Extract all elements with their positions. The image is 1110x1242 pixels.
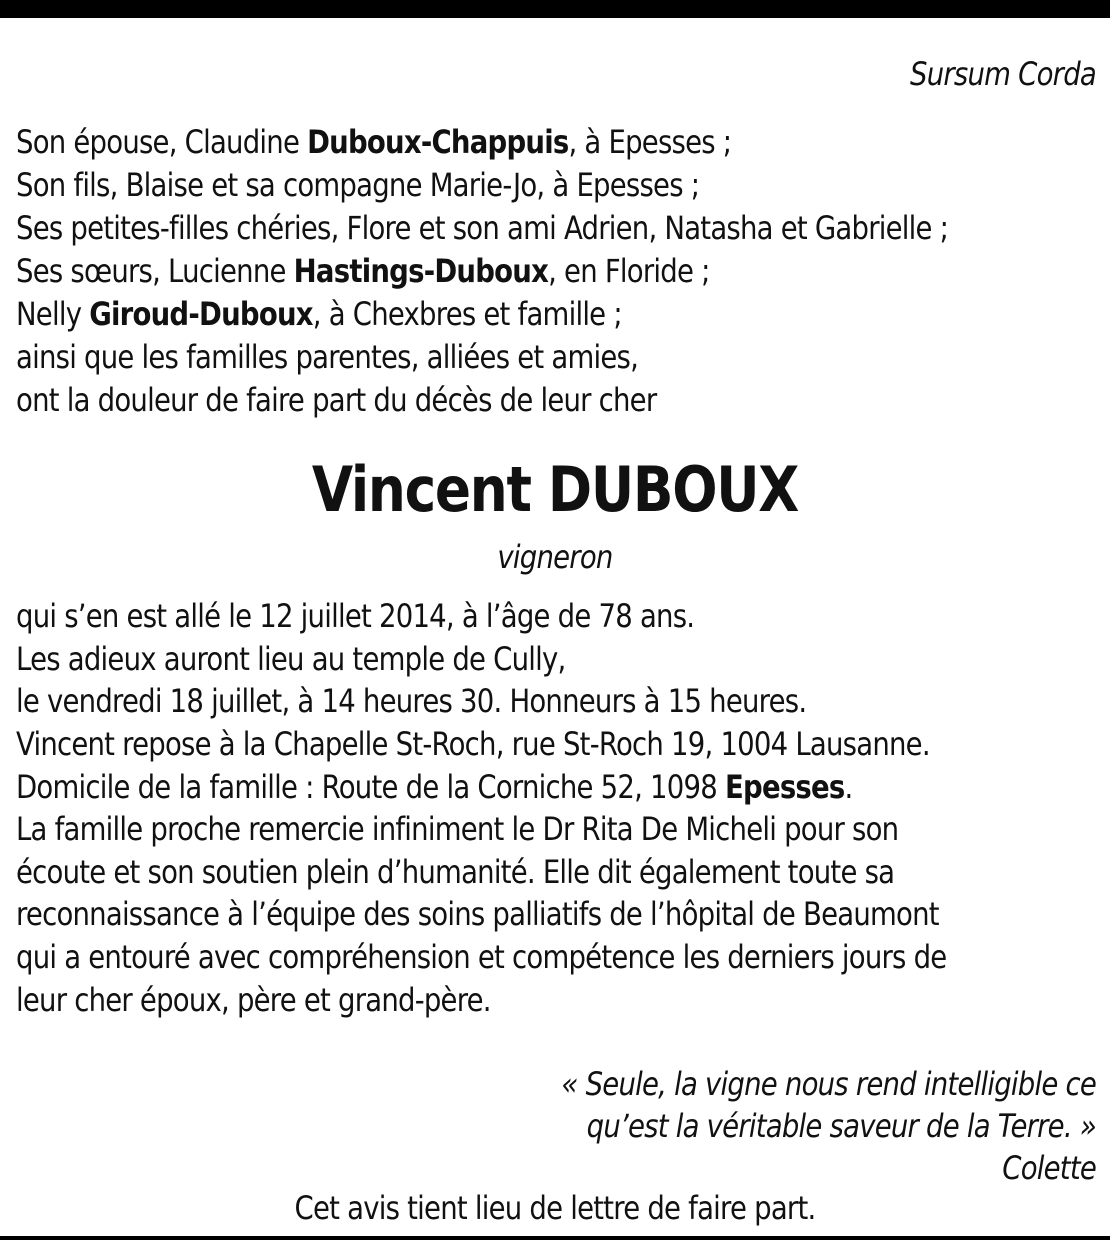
detail-line: Domicile de la famille : Route de la Corniche 52, 1098 Epesses. [16, 768, 853, 806]
top-border-rule [0, 0, 1110, 18]
detail-line: La famille proche remercie infiniment le Dr Rita De Micheli pour son [16, 810, 899, 848]
detail-line: Les adieux auront lieu au temple de Cully, [16, 640, 566, 678]
occupation: vigneron [497, 538, 613, 576]
detail-line: qui s’en est allé le 12 juillet 2014, à l’âge de 78 ans. [16, 597, 695, 635]
detail-line: Vincent repose à la Chapelle St-Roch, rue St-Roch 19, 1004 Lausanne. [16, 725, 930, 763]
detail-line: qui a entouré avec compréhension et compétence les derniers jours de [16, 938, 947, 976]
detail-line: le vendredi 18 juillet, à 14 heures 30. Honneurs à 15 heures. [16, 682, 807, 720]
detail-line: écoute et son soutien plein d’humanité. Elle dit également toute sa [16, 853, 895, 891]
detail-line: leur cher époux, père et grand-père. [16, 981, 491, 1019]
family-line: Nelly Giroud-Duboux, à Chexbres et famille ; [16, 295, 622, 333]
quote-line: qu’est la véritable saveur de la Terre. » [586, 1107, 1096, 1145]
family-line: Son fils, Blaise et sa compagne Marie-Jo, à Epesses ; [16, 166, 700, 204]
quote-author: Colette [1002, 1149, 1096, 1187]
bottom-border-rule [0, 1236, 1110, 1240]
family-line: Ses sœurs, Lucienne Hastings-Duboux, en Floride ; [16, 252, 710, 290]
quote-line: « Seule, la vigne nous rend intelligible ce [561, 1065, 1096, 1103]
deceased-name: Vincent DUBOUX [311, 453, 799, 526]
detail-line: reconnaissance à l’équipe des soins palliatifs de l’hôpital de Beaumont [16, 895, 939, 933]
family-line: Ses petites-filles chéries, Flore et son ami Adrien, Natasha et Gabrielle ; [16, 209, 949, 247]
closing-note: Cet avis tient lieu de lettre de faire part. [294, 1189, 816, 1227]
motto: Sursum Corda [910, 55, 1096, 93]
family-line: ainsi que les familles parentes, alliées et amies, [16, 338, 639, 376]
family-line: Son épouse, Claudine Duboux-Chappuis, à Epesses ; [16, 123, 732, 161]
family-line: ont la douleur de faire part du décès de leur cher [16, 381, 657, 419]
